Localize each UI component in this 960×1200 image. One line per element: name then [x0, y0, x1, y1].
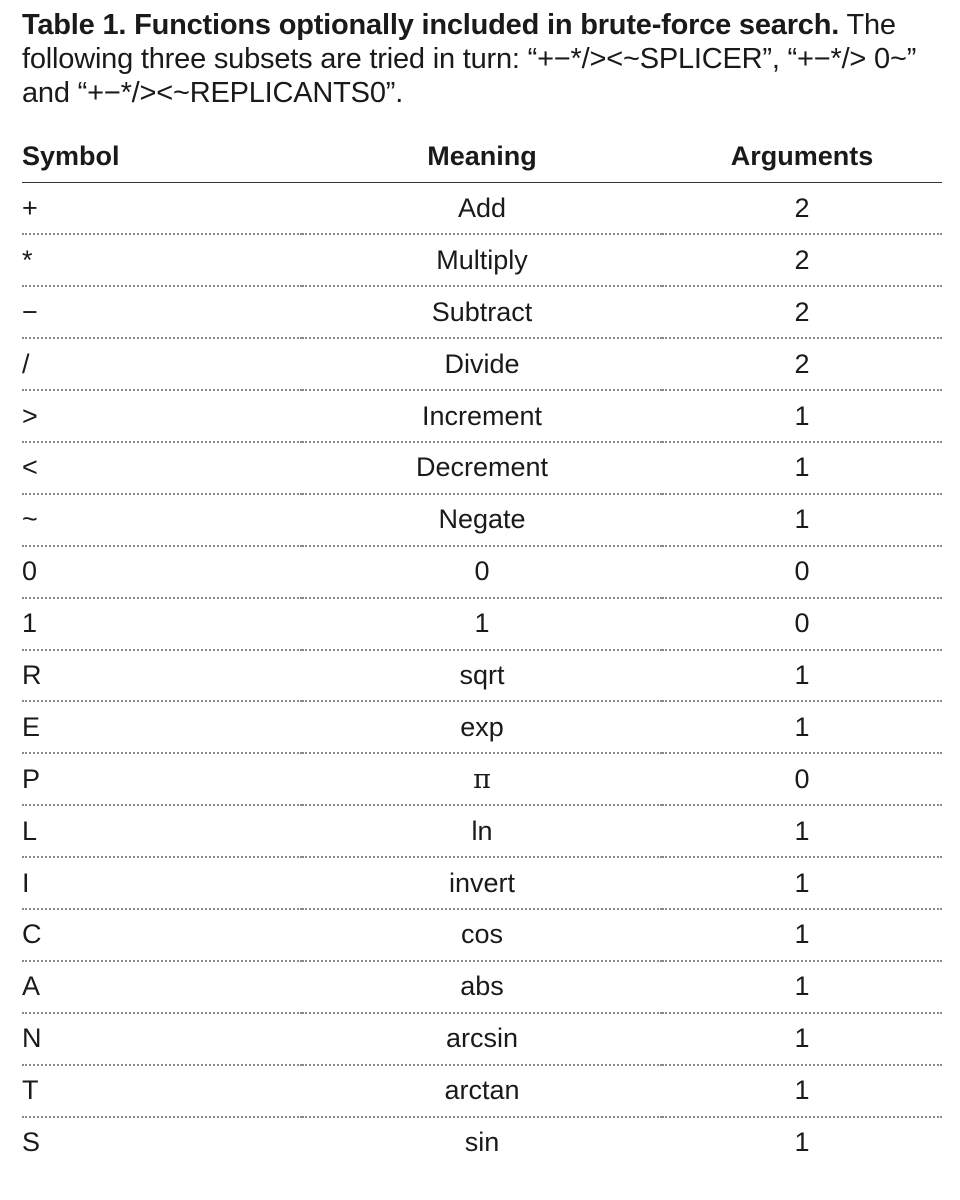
header-meaning: Meaning: [302, 134, 662, 183]
cell-meaning: sqrt: [302, 650, 662, 702]
cell-arguments: 1: [794, 1127, 810, 1158]
cell-arguments: 1: [662, 909, 942, 961]
cell-arguments: 1: [662, 1013, 942, 1065]
cell-arguments: 1: [662, 805, 942, 857]
cell-arguments: 1: [662, 701, 942, 753]
cell-arguments: 0: [662, 753, 942, 805]
cell-symbol: C: [22, 909, 302, 961]
cell-symbol: −: [22, 286, 302, 338]
table-row: [22, 390, 942, 442]
table-row: [22, 909, 942, 961]
table-row: [22, 961, 942, 1013]
cell-arguments: 2: [662, 286, 942, 338]
table-row: [22, 1065, 942, 1117]
cell-meaning: Decrement: [302, 442, 662, 494]
cell-symbol: <: [22, 442, 302, 494]
table-row: [22, 753, 942, 805]
table-row: [22, 650, 942, 702]
cell-meaning: exp: [302, 701, 662, 753]
cell-arguments: 0: [662, 598, 942, 650]
cell-symbol: N: [22, 1013, 302, 1065]
cell-meaning: Subtract: [302, 286, 662, 338]
cell-meaning: sin: [464, 1127, 500, 1158]
table-row: [22, 338, 942, 390]
cell-meaning: arctan: [302, 1065, 662, 1117]
table-row: [22, 494, 942, 546]
table-row: [22, 546, 942, 598]
cell-symbol: /: [22, 338, 302, 390]
table-row: [22, 701, 942, 753]
cell-symbol: 0: [22, 546, 302, 598]
cell-symbol: T: [22, 1065, 302, 1117]
cell-arguments: 0: [662, 546, 942, 598]
cell-symbol: I: [22, 857, 302, 909]
cell-symbol: E: [22, 701, 302, 753]
cell-meaning: 1: [302, 598, 662, 650]
cell-symbol: L: [22, 805, 302, 857]
cell-symbol: A: [22, 961, 302, 1013]
cell-arguments: 1: [662, 650, 942, 702]
cell-symbol: R: [22, 650, 302, 702]
table-row: [22, 805, 942, 857]
table-caption-lead: Table 1. Functions optionally included in brute-force search.: [22, 9, 840, 41]
table-row: [22, 1013, 942, 1065]
cell-meaning: π: [302, 753, 662, 805]
table-row: [22, 442, 942, 494]
cell-meaning: cos: [302, 909, 662, 961]
cell-arguments: 2: [662, 338, 942, 390]
table-body: [22, 183, 942, 1169]
cell-symbol: 1: [22, 598, 302, 650]
cell-symbol: S: [22, 1127, 41, 1158]
cell-meaning: Add: [302, 183, 662, 235]
functions-table: [22, 134, 942, 1168]
table-row: [22, 857, 942, 909]
cell-symbol: +: [22, 183, 302, 235]
cell-symbol: ~: [22, 494, 302, 546]
cell-meaning: arcsin: [302, 1013, 662, 1065]
cell-arguments: 1: [662, 1065, 942, 1117]
cell-meaning: invert: [302, 857, 662, 909]
table-row: [22, 1117, 942, 1169]
cell-meaning: Negate: [302, 494, 662, 546]
cell-meaning: Divide: [302, 338, 662, 390]
cell-meaning: 0: [302, 546, 662, 598]
header-arguments: Arguments: [662, 134, 942, 183]
cell-symbol: P: [22, 753, 302, 805]
table-row: [22, 286, 942, 338]
cell-symbol: >: [22, 390, 302, 442]
cell-meaning: Multiply: [302, 234, 662, 286]
cell-symbol: *: [22, 234, 302, 286]
table-caption: [22, 0, 942, 110]
table-row: [22, 234, 942, 286]
cell-arguments: 2: [662, 183, 942, 235]
header-symbol: Symbol: [22, 134, 302, 183]
table-row: [22, 183, 942, 235]
table-row: [22, 598, 942, 650]
cell-meaning: abs: [302, 961, 662, 1013]
cell-arguments: 1: [662, 390, 942, 442]
cell-arguments: 1: [662, 857, 942, 909]
cell-meaning: Increment: [302, 390, 662, 442]
cell-arguments: 2: [662, 234, 942, 286]
table-caption-text: The following three subsets are tried in turn: “+−*/><~SPLICER”, “+−*/> 0~” and “+−*/><~REPLICANTS0”.: [22, 9, 917, 109]
cell-arguments: 1: [662, 442, 942, 494]
cell-arguments: 1: [662, 961, 942, 1013]
cell-meaning: ln: [302, 805, 662, 857]
table-header-row: [22, 134, 942, 183]
cell-arguments: 1: [662, 494, 942, 546]
